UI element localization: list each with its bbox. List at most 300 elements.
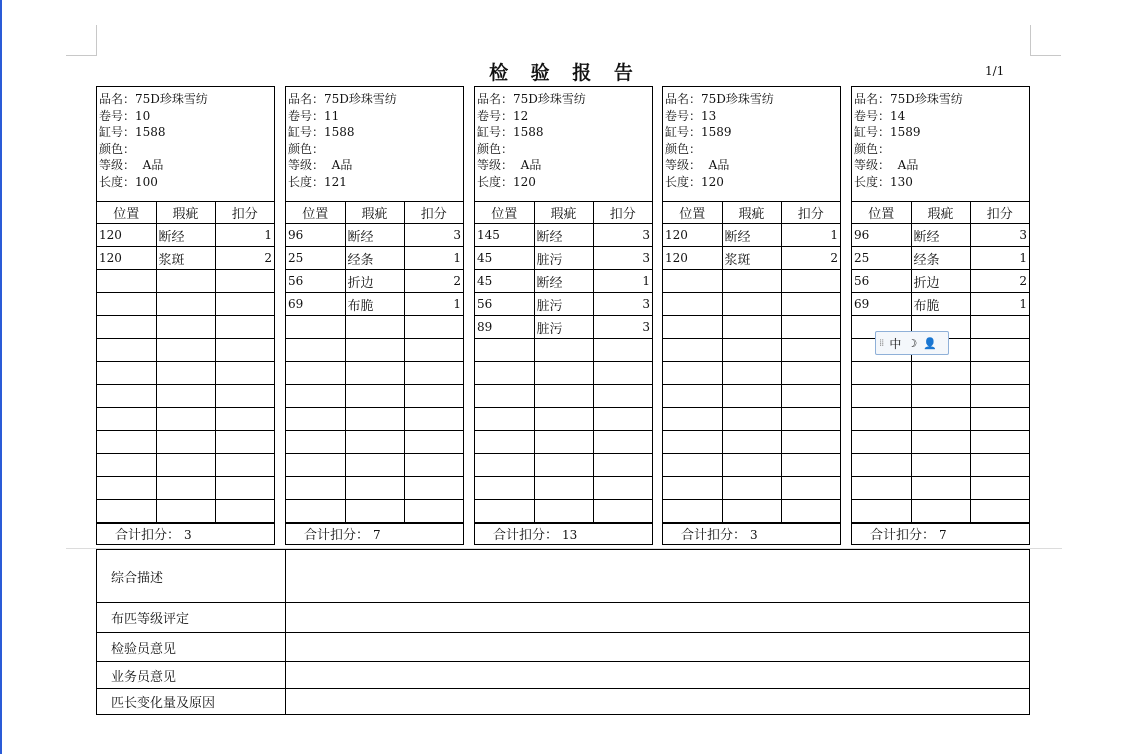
value-grade: A品 [708, 158, 730, 173]
value-vat: 1589 [890, 125, 921, 140]
empty-cell[interactable] [663, 270, 722, 293]
defect-position[interactable]: 120 [97, 247, 156, 270]
roll-info-vat [99, 124, 274, 141]
empty-cell[interactable] [156, 270, 215, 293]
empty-cell[interactable] [475, 362, 534, 385]
empty-cell[interactable] [345, 500, 404, 523]
empty-cell[interactable] [534, 408, 593, 431]
defect-points[interactable]: 1 [215, 224, 274, 247]
table-row [97, 316, 274, 339]
empty-cell[interactable] [911, 500, 970, 523]
header-position: 位置 [97, 202, 156, 224]
value-roll: 14 [890, 108, 906, 123]
empty-cell[interactable] [156, 316, 215, 339]
empty-cell[interactable] [286, 316, 345, 339]
defect-position[interactable]: 45 [475, 247, 534, 270]
empty-cell[interactable] [534, 339, 593, 362]
empty-cell[interactable] [852, 500, 911, 523]
empty-cell[interactable] [663, 362, 722, 385]
defect-name[interactable]: 布脆 [911, 293, 970, 316]
empty-cell[interactable] [663, 385, 722, 408]
empty-cell[interactable] [286, 385, 345, 408]
label-vat: 缸号： [288, 125, 325, 140]
table-row [286, 247, 463, 270]
empty-cell[interactable] [593, 477, 652, 500]
empty-cell[interactable] [475, 454, 534, 477]
roll-info-grade [99, 157, 274, 174]
defect-points[interactable]: 1 [404, 247, 463, 270]
defect-points[interactable]: 2 [404, 270, 463, 293]
empty-cell[interactable] [215, 431, 274, 454]
defect-position[interactable]: 89 [475, 316, 534, 339]
empty-cell[interactable] [345, 362, 404, 385]
defect-points[interactable]: 2 [970, 270, 1029, 293]
defect-points[interactable]: 3 [593, 316, 652, 339]
table-row [852, 224, 1029, 247]
label-vat: 缸号： [665, 125, 702, 140]
empty-cell[interactable] [722, 431, 781, 454]
empty-cell[interactable] [475, 385, 534, 408]
empty-cell[interactable] [722, 293, 781, 316]
defect-points[interactable]: 1 [781, 224, 840, 247]
defect-name[interactable]: 断经 [722, 224, 781, 247]
empty-cell[interactable] [215, 454, 274, 477]
empty-cell[interactable] [852, 431, 911, 454]
empty-cell[interactable] [345, 408, 404, 431]
defect-name[interactable]: 断经 [911, 224, 970, 247]
label-product: 品名： [854, 92, 891, 106]
defect-position[interactable]: 96 [852, 224, 911, 247]
roll-info [663, 87, 840, 201]
empty-cell[interactable] [911, 408, 970, 431]
header-points: 扣分 [404, 202, 463, 224]
empty-cell[interactable] [781, 339, 840, 362]
empty-cell[interactable] [970, 454, 1029, 477]
empty-cell[interactable] [722, 270, 781, 293]
summary-value-field[interactable] [286, 662, 1030, 689]
label-roll: 卷号： [854, 108, 891, 123]
empty-cell[interactable] [404, 454, 463, 477]
defect-position[interactable]: 25 [852, 247, 911, 270]
defect-name[interactable]: 经条 [345, 247, 404, 270]
defect-name[interactable]: 浆斑 [722, 247, 781, 270]
empty-cell[interactable] [215, 270, 274, 293]
empty-cell[interactable] [663, 293, 722, 316]
empty-cell[interactable] [215, 316, 274, 339]
empty-cell[interactable] [97, 362, 156, 385]
defect-points[interactable]: 3 [970, 224, 1029, 247]
empty-cell[interactable] [97, 339, 156, 362]
empty-cell[interactable] [781, 270, 840, 293]
empty-cell[interactable] [404, 431, 463, 454]
empty-cell[interactable] [722, 500, 781, 523]
roll-info-product [288, 91, 463, 108]
label-length: 长度： [288, 174, 325, 189]
table-row [852, 385, 1029, 408]
table-row [663, 270, 840, 293]
empty-cell[interactable] [215, 408, 274, 431]
empty-cell[interactable] [156, 477, 215, 500]
empty-cell[interactable] [404, 339, 463, 362]
empty-cell[interactable] [663, 500, 722, 523]
crop-mark-top-right [1030, 25, 1061, 56]
empty-cell[interactable] [97, 385, 156, 408]
empty-cell[interactable] [404, 385, 463, 408]
roll-info-length [288, 174, 463, 191]
table-row [286, 454, 463, 477]
empty-cell[interactable] [404, 408, 463, 431]
empty-cell[interactable] [404, 362, 463, 385]
label-product: 品名： [477, 92, 514, 106]
empty-cell[interactable] [534, 362, 593, 385]
empty-cell[interactable] [215, 500, 274, 523]
roll-info-color [99, 141, 274, 158]
value-product: 75D珍珠雪纺 [135, 92, 208, 106]
empty-cell[interactable] [215, 339, 274, 362]
summary-value-field[interactable] [286, 689, 1030, 715]
header-defect: 瑕疵 [345, 202, 404, 224]
defect-points[interactable]: 3 [593, 247, 652, 270]
empty-cell[interactable] [911, 454, 970, 477]
table-row [286, 385, 463, 408]
roll-info-product [99, 91, 274, 108]
empty-cell[interactable] [156, 408, 215, 431]
empty-cell[interactable] [722, 362, 781, 385]
empty-cell[interactable] [781, 385, 840, 408]
summary-table [96, 549, 1030, 715]
empty-cell[interactable] [593, 408, 652, 431]
value-length: 130 [890, 174, 913, 189]
total-points [97, 523, 274, 546]
empty-cell[interactable] [345, 316, 404, 339]
ime-toolbar[interactable] [875, 331, 949, 355]
table-row [852, 270, 1029, 293]
empty-cell[interactable] [97, 316, 156, 339]
empty-cell[interactable] [215, 362, 274, 385]
value-grade: A品 [142, 158, 164, 173]
empty-cell[interactable] [97, 477, 156, 500]
empty-cell[interactable] [722, 316, 781, 339]
table-row [286, 500, 463, 523]
defect-name[interactable]: 经条 [911, 247, 970, 270]
defect-name[interactable]: 布脆 [345, 293, 404, 316]
table-row [286, 270, 463, 293]
summary-row [97, 662, 1030, 689]
table-row [97, 500, 274, 523]
empty-cell[interactable] [286, 362, 345, 385]
empty-cell[interactable] [475, 477, 534, 500]
empty-cell[interactable] [156, 431, 215, 454]
table-row [852, 293, 1029, 316]
total-value: 13 [562, 528, 578, 542]
empty-cell[interactable] [970, 477, 1029, 500]
value-grade: A品 [331, 158, 353, 173]
empty-cell[interactable] [970, 431, 1029, 454]
defect-position[interactable]: 56 [286, 270, 345, 293]
empty-cell[interactable] [852, 385, 911, 408]
empty-cell[interactable] [534, 500, 593, 523]
summary-row [97, 603, 1030, 633]
defect-points[interactable]: 2 [215, 247, 274, 270]
empty-cell[interactable] [663, 339, 722, 362]
roll-info [286, 87, 463, 201]
empty-cell[interactable] [345, 477, 404, 500]
empty-cell[interactable] [970, 500, 1029, 523]
table-row [475, 362, 652, 385]
empty-cell[interactable] [663, 316, 722, 339]
table-row [663, 339, 840, 362]
empty-cell[interactable] [286, 339, 345, 362]
defect-name[interactable]: 断经 [534, 270, 593, 293]
table-row [97, 247, 274, 270]
defect-name[interactable]: 浆斑 [156, 247, 215, 270]
empty-cell[interactable] [475, 408, 534, 431]
empty-cell[interactable] [286, 500, 345, 523]
user-icon[interactable]: 👤 [923, 336, 937, 350]
empty-cell[interactable] [404, 316, 463, 339]
defect-position[interactable]: 120 [97, 224, 156, 247]
defect-name[interactable]: 断经 [534, 224, 593, 247]
empty-cell[interactable] [781, 293, 840, 316]
empty-cell[interactable] [534, 477, 593, 500]
roll-info-length [477, 174, 652, 191]
empty-cell[interactable] [215, 293, 274, 316]
total-label: 合计扣分： [681, 528, 747, 543]
label-vat: 缸号： [99, 125, 136, 140]
label-length: 长度： [854, 174, 891, 189]
value-grade: A品 [897, 158, 919, 173]
defect-position[interactable]: 145 [475, 224, 534, 247]
total-points [286, 523, 463, 546]
table-row [475, 270, 652, 293]
label-vat: 缸号： [477, 125, 514, 140]
empty-cell[interactable] [970, 385, 1029, 408]
empty-cell[interactable] [215, 477, 274, 500]
empty-cell[interactable] [593, 362, 652, 385]
table-row [475, 224, 652, 247]
defect-points[interactable]: 3 [593, 293, 652, 316]
table-row [286, 339, 463, 362]
defect-position[interactable]: 120 [663, 247, 722, 270]
value-roll: 10 [135, 108, 151, 123]
defect-position[interactable]: 45 [475, 270, 534, 293]
defect-points[interactable]: 3 [593, 224, 652, 247]
empty-cell[interactable] [593, 385, 652, 408]
label-color: 颜色： [477, 141, 514, 156]
value-length: 120 [513, 174, 536, 189]
table-row [286, 408, 463, 431]
roll-info-color [477, 141, 652, 158]
label-color: 颜色： [99, 141, 136, 156]
empty-cell[interactable] [97, 408, 156, 431]
empty-cell[interactable] [593, 339, 652, 362]
empty-cell[interactable] [781, 454, 840, 477]
summary-row [97, 550, 1030, 603]
empty-cell[interactable] [215, 385, 274, 408]
empty-cell[interactable] [722, 339, 781, 362]
roll-info-length [99, 174, 274, 191]
header-defect: 瑕疵 [722, 202, 781, 224]
empty-cell[interactable] [97, 454, 156, 477]
table-row [286, 224, 463, 247]
label-color: 颜色： [288, 141, 325, 156]
defect-position[interactable]: 56 [852, 270, 911, 293]
defect-points[interactable]: 1 [404, 293, 463, 316]
half-width-moon-icon[interactable]: ☽ [907, 336, 918, 350]
empty-cell[interactable] [722, 477, 781, 500]
label-roll: 卷号： [99, 108, 136, 123]
roll-info [852, 87, 1029, 201]
empty-cell[interactable] [404, 500, 463, 523]
summary-value-field[interactable] [286, 603, 1030, 633]
empty-cell[interactable] [722, 385, 781, 408]
label-product: 品名： [665, 92, 702, 106]
value-roll: 13 [701, 108, 717, 123]
empty-cell[interactable] [156, 293, 215, 316]
empty-cell[interactable] [852, 408, 911, 431]
empty-cell[interactable] [663, 477, 722, 500]
empty-cell[interactable] [781, 431, 840, 454]
empty-cell[interactable] [345, 431, 404, 454]
defect-points[interactable]: 1 [593, 270, 652, 293]
empty-cell[interactable] [97, 293, 156, 316]
defect-position[interactable]: 56 [475, 293, 534, 316]
label-grade: 等级： [477, 158, 514, 173]
defect-name[interactable]: 折边 [345, 270, 404, 293]
empty-cell[interactable] [781, 316, 840, 339]
label-product: 品名： [288, 92, 325, 106]
empty-cell[interactable] [475, 431, 534, 454]
empty-cell[interactable] [286, 408, 345, 431]
defect-position[interactable]: 120 [663, 224, 722, 247]
roll-info-roll [288, 108, 463, 125]
empty-cell[interactable] [156, 362, 215, 385]
empty-cell[interactable] [911, 362, 970, 385]
empty-cell[interactable] [852, 477, 911, 500]
empty-cell[interactable] [345, 385, 404, 408]
empty-cell[interactable] [970, 408, 1029, 431]
empty-cell[interactable] [345, 339, 404, 362]
defect-name[interactable]: 折边 [911, 270, 970, 293]
empty-cell[interactable] [593, 454, 652, 477]
empty-cell[interactable] [781, 408, 840, 431]
empty-cell[interactable] [593, 500, 652, 523]
defect-position[interactable]: 25 [286, 247, 345, 270]
summary-value-field[interactable] [286, 633, 1030, 662]
table-row [475, 454, 652, 477]
empty-cell[interactable] [722, 454, 781, 477]
empty-cell[interactable] [781, 477, 840, 500]
empty-cell[interactable] [970, 362, 1029, 385]
table-row [852, 408, 1029, 431]
total-points [663, 523, 840, 546]
header-points: 扣分 [781, 202, 840, 224]
table-row [97, 293, 274, 316]
empty-cell[interactable] [781, 500, 840, 523]
defect-name[interactable]: 脏污 [534, 247, 593, 270]
header-position: 位置 [663, 202, 722, 224]
empty-cell[interactable] [97, 431, 156, 454]
table-row [663, 362, 840, 385]
roll-info-vat [665, 124, 840, 141]
empty-cell[interactable] [852, 454, 911, 477]
defect-points[interactable]: 1 [970, 247, 1029, 270]
header-defect: 瑕疵 [534, 202, 593, 224]
total-points [852, 523, 1029, 546]
defect-points[interactable]: 3 [404, 224, 463, 247]
defect-name[interactable]: 断经 [345, 224, 404, 247]
label-roll: 卷号： [665, 108, 702, 123]
total-value: 7 [939, 528, 947, 542]
empty-cell[interactable] [911, 431, 970, 454]
roll-info-roll [665, 108, 840, 125]
empty-cell[interactable] [156, 454, 215, 477]
empty-cell[interactable] [475, 500, 534, 523]
defect-name[interactable]: 脏污 [534, 316, 593, 339]
defect-points[interactable]: 2 [781, 247, 840, 270]
empty-cell[interactable] [97, 270, 156, 293]
empty-cell[interactable] [781, 362, 840, 385]
table-row [475, 408, 652, 431]
table-row [475, 477, 652, 500]
defect-position[interactable]: 96 [286, 224, 345, 247]
defect-position[interactable]: 69 [286, 293, 345, 316]
table-row [663, 408, 840, 431]
empty-cell[interactable] [663, 408, 722, 431]
table-row [97, 339, 274, 362]
empty-cell[interactable] [663, 431, 722, 454]
empty-cell[interactable] [911, 477, 970, 500]
empty-cell[interactable] [722, 408, 781, 431]
ime-mode-button[interactable]: 中 [889, 336, 902, 351]
empty-cell[interactable] [852, 362, 911, 385]
roll-info [97, 87, 274, 201]
defect-points[interactable]: 1 [970, 293, 1029, 316]
empty-cell[interactable] [286, 454, 345, 477]
empty-cell[interactable] [663, 454, 722, 477]
empty-cell[interactable] [156, 339, 215, 362]
empty-cell[interactable] [475, 339, 534, 362]
empty-cell[interactable] [534, 385, 593, 408]
empty-cell[interactable] [97, 500, 156, 523]
summary-value-field[interactable] [286, 550, 1030, 603]
header-position: 位置 [286, 202, 345, 224]
value-product: 75D珍珠雪纺 [701, 92, 774, 106]
drag-handle-icon[interactable]: ⁞⁞ [879, 337, 884, 349]
defect-position[interactable]: 69 [852, 293, 911, 316]
roll-info-product [477, 91, 652, 108]
value-roll: 12 [513, 108, 529, 123]
empty-cell[interactable] [156, 500, 215, 523]
defect-table [286, 201, 463, 523]
empty-cell[interactable] [593, 431, 652, 454]
empty-cell[interactable] [970, 316, 1029, 339]
empty-cell[interactable] [345, 454, 404, 477]
empty-cell[interactable] [286, 477, 345, 500]
empty-cell[interactable] [404, 477, 463, 500]
empty-cell[interactable] [534, 454, 593, 477]
defect-name[interactable]: 断经 [156, 224, 215, 247]
empty-cell[interactable] [911, 385, 970, 408]
empty-cell[interactable] [156, 385, 215, 408]
empty-cell[interactable] [286, 431, 345, 454]
defect-name[interactable]: 脏污 [534, 293, 593, 316]
defect-table [852, 201, 1029, 523]
empty-cell[interactable] [534, 431, 593, 454]
empty-cell[interactable] [970, 339, 1029, 362]
crop-mark-top-left [66, 25, 97, 56]
table-row [663, 293, 840, 316]
